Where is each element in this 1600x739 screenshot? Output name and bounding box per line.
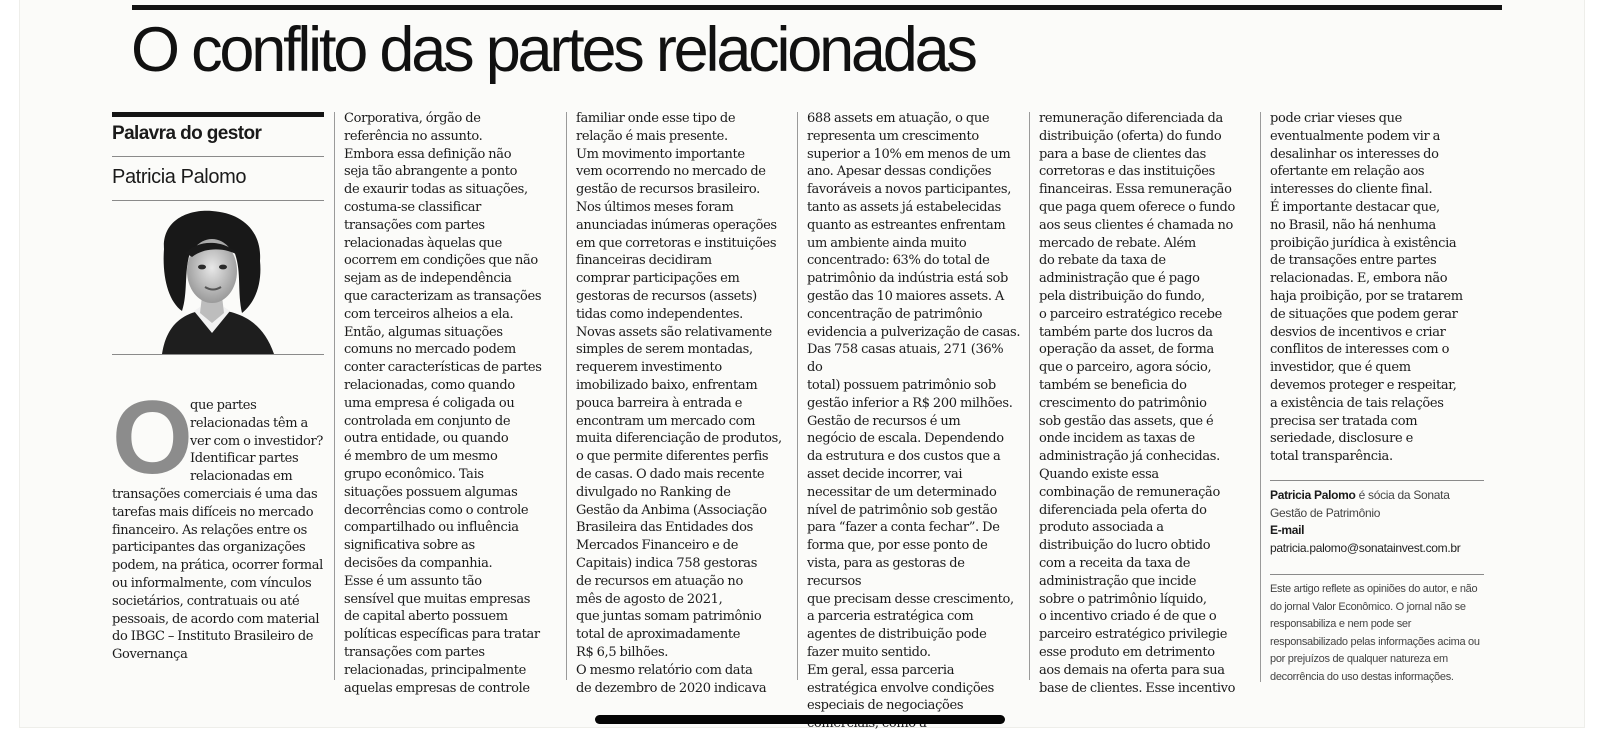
lead-paragraph: que partes relacionadas têm a ver com o investidor? Identificar partes relacionadas em transações comerciais é uma das tarefas mais difíceis no mercado financeiro. As relações entre os participantes das organizações podem, na prática, ocorrer formal ou informalmente, com vínculos societários, contratuais ou até pessoais, de acordo com material do IBGC – Instituto Brasileiro de Governança [112,398,324,663]
email-label: E-mail [1270,523,1305,537]
author-name [112,156,324,201]
article-column-4: 688 assets em atuação, o que representa um crescimento superior a 10% em menos de um ano. Apesar dessas condições favoráveis a novos participantes, tanto as assets já estabelecidas quanto as estreantes enfrentam um ambiente ainda muito concentrado: 63% do total de patrimônio da indústria está sob gestão das 10 maiores assets. A concentração de patrimônio evidencia a pulverização de casas. Das 758 casas atuais, 271 (36% do total) possuem patrimônio sob gestão inferior a R$ 200 milhões. Gestão de recursos é um negócio de escala. Dependendo da estrutura e dos custos que a asset decide incorrer, vai necessitar de um determinado nível de patrimônio sob gestão para “fazer a conta fechar”. De forma que, por esse ponto de vista, para as gestoras de recursos que precisam desse crescimento, a parceria estratégica com agentes de distribuição pode fazer muito sentido. Em geral, essa parceria estratégica envolve condições especiais de negociações [807,111,1021,714]
bio-name: Patricia Palomo [1270,488,1356,502]
portrait-divider [112,354,324,355]
column-divider [1029,112,1030,680]
lead-column [112,380,324,664]
section-rule [112,112,324,117]
article-column-3: familiar onde esse tipo de relação é mais presente. Um movimento importante vem ocorrendo no mercado de gestão de recursos brasileiro. Nos últimos meses foram anunciadas inúmeras operações em que corretoras e instituições financeiras decidiram comprar participações em gestoras de recursos (assets) tidas como independentes. Novas assets são relativamente simples de serem montadas, requerem investimento imobilizado baixo, enfrentam pouca barreira à entrada e encontram um mercado com muita diferenciação de produtos, o que permite diferentes perfis de casas. O dado mais recente divulgado no Ranking de Gestão da Anbima (Associação Brasileira das Entidades dos Mercados Financeiro e de Capitais) indica 758 gestoras de recursos em atuação no mês de agosto de 2021, que juntas somam patrimônio total de aproximadamente R$ 6,5 bilhões. O mesmo relatório com data de dezembro de 2020 indicava [576,111,782,696]
sidebar [112,112,324,355]
home-indicator-bar[interactable] [595,715,1005,724]
column-divider [797,112,798,680]
author-bio [1270,480,1484,557]
article-column-5: remuneração diferenciada da distribuição (oferta) do fundo para a base de clientes das corretoras e das instituições financeiras. Essa remuneração que paga quem oferece o fundo aos seus clientes é chamada no mercado de rebate. Além do rebate da taxa de administração que é pago pela distribuição do fundo, o parceiro estratégico recebe também parte dos lucros da operação da asset, de forma que o parceiro, agora sócio, também se beneficia do crescimento do patrimônio sob gestão das assets, que é onde incidem as taxas de administração já conhecidas. Quando existe essa combinação de remuneração diferenciada pela oferta do produto associada a distribuição do lucro obtido com a receita da taxa de administração que incide sobre o patrimônio líquido, o incentivo criado é de que o parceiro estratégico privilegie esse produto em detrimento aos demais na oferta para sua base de clientes. Esse incentivo [1039,111,1236,696]
article-column-2: Corporativa, órgão de referência no assunto. Embora essa definição não seja tão abrangente a ponto de exaurir todas as situações, costuma-se classificar transações com partes relacionadas àquelas que ocorrem em condições que não sejam as de independência que caracterizam as transações com terceiros alheios a ela. Então, algumas situações comuns no mercado podem conter características de partes relacionadas, como quando uma empresa é coligada ou controlada em conjunto de outra entidade, ou quando é membro de um mesmo grupo econômico. Tais situações possuem algumas decorrências como o controle compartilhado ou influência significativa sobre as decisões da companhia. Esse é um assunto tão sensível que muitas empresas de capital aberto possuem políticas específicas para tratar transações com partes relacionadas, principalmente aquelas empresas de controle [344,111,542,696]
drop-cap: O [112,380,189,496]
author-name-text: Patricia Palomo [112,166,247,188]
section-label: Palavra do gestor [112,123,262,144]
top-rule [132,5,1502,10]
author-portrait-photo [112,201,324,354]
article-column-6: pode criar vieses que eventualmente podem vir a desalinhar os interesses do ofertante em relação aos interesses do cliente final. É importante destacar que, no Brasil, não há nenhuma proibição jurídica à existência de transações entre partes relacionadas. E, embora não haja proibição, por se tratarem de situações que podem gerar desvios de incentivos e criar conflitos de interesses com o investidor, que é quem devemos proteger e respeitar, a existência de tais relações precisa ser tratada com seriedade, disclosure e total transparência. [1270,111,1463,465]
column-divider [334,112,335,680]
column-divider [566,112,567,680]
column-divider [1260,112,1261,682]
author-email-link[interactable]: patricia.palomo@sonatainvest.com.br [1270,540,1461,555]
disclaimer: Este artigo reflete as opiniões do autor, e não do jornal Valor Econômico. O jornal não se responsabiliza e nem pode ser responsabilizado pelas informações acima ou por prejuízos de qualquer natureza em decorrência do uso destas informações. [1270,574,1484,686]
bio-role: é sócia da Sonata Gestão de Patrimônio [1270,488,1450,520]
headline: O conflito das partes relacionadas [131,15,975,85]
